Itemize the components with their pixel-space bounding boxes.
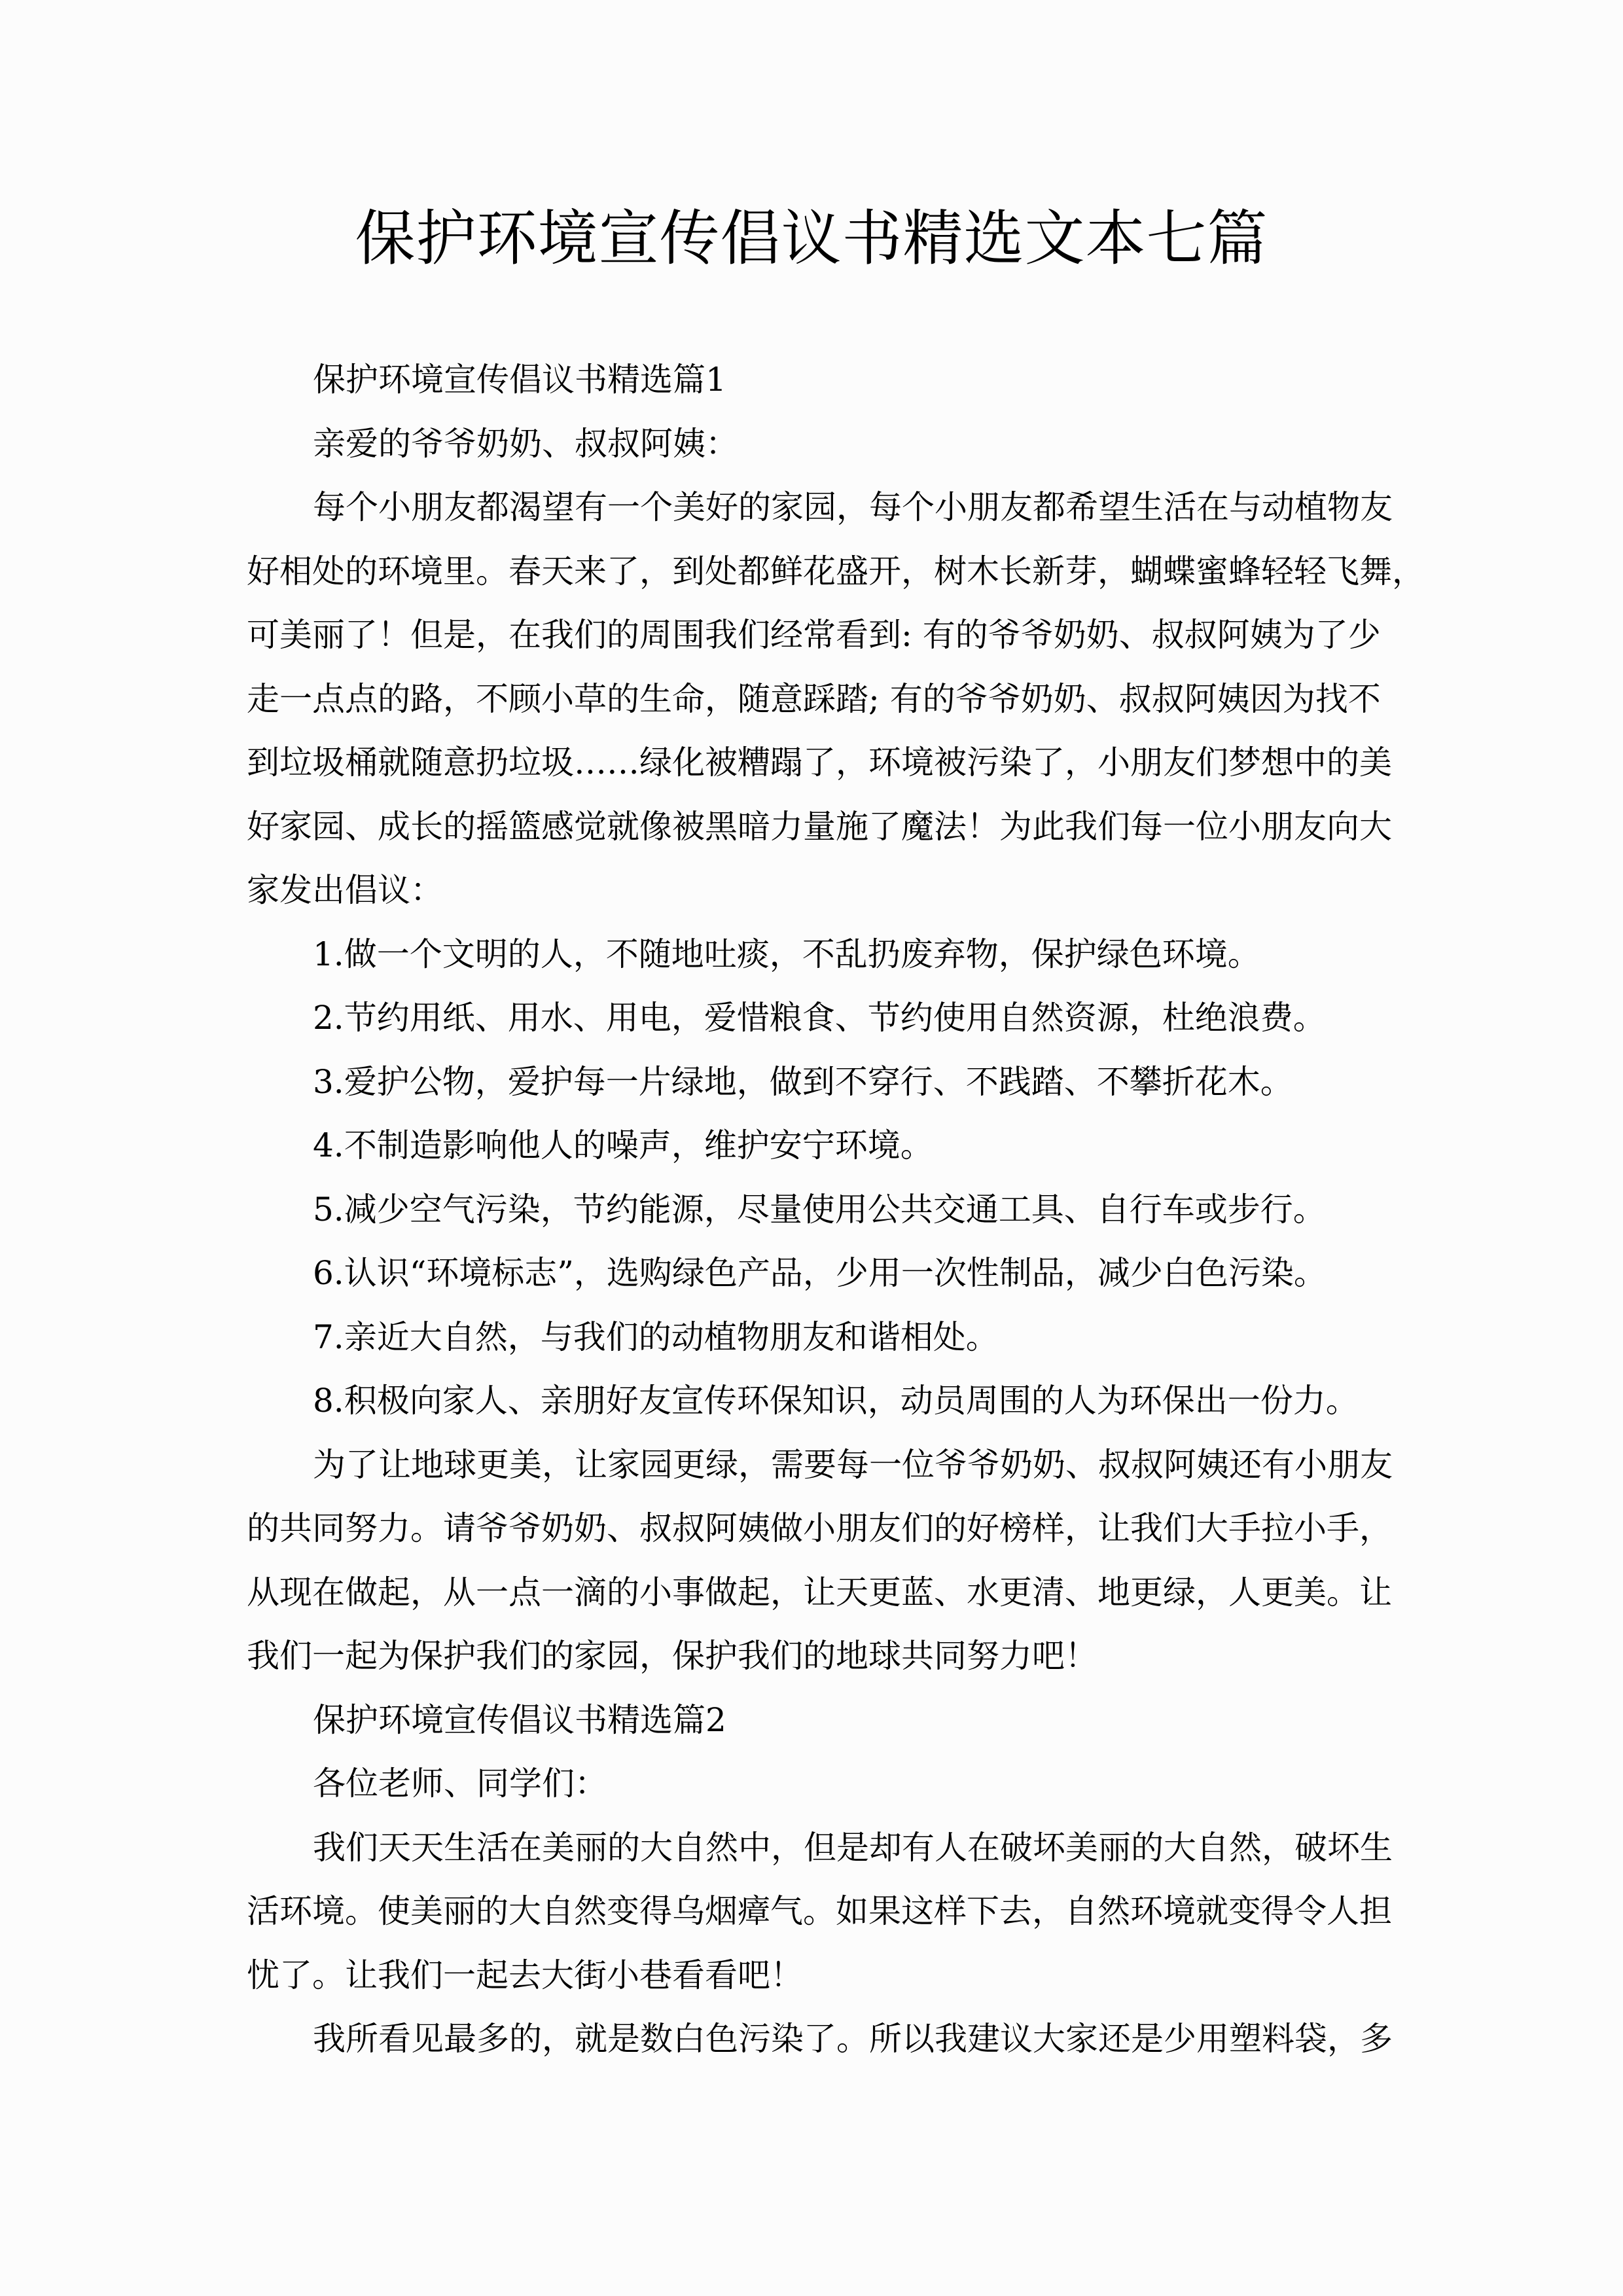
paragraph-line: 好家园、成长的摇篮感觉就像被黑暗力量施了魔法！为此我们每一位小朋友向大 bbox=[247, 807, 1392, 846]
document-body bbox=[247, 353, 1425, 2077]
proposal-item: 7.亲近大自然，与我们的动植物朋友和谐相处。 bbox=[313, 1318, 999, 1356]
paragraph-line: 忧了。让我们一起去大街小巷看看吧！ bbox=[247, 1956, 803, 1994]
paragraph-line: 活环境。使美丽的大自然变得乌烟瘴气。如果这样下去，自然环境就变得令人担 bbox=[247, 1892, 1392, 1930]
proposal-item: 3.爱护公物，爱护每一片绿地，做到不穿行、不践踏、不攀折花木。 bbox=[313, 1062, 1293, 1101]
section-heading: 保护环境宣传倡议书精选篇1 bbox=[313, 361, 726, 399]
paragraph-line: 每个小朋友都渴望有一个美好的家园，每个小朋友都希望生活在与动植物友 bbox=[313, 488, 1393, 526]
paragraph-line: 我们天天生活在美丽的大自然中，但是却有人在破坏美丽的大自然，破坏生 bbox=[313, 1828, 1393, 1867]
paragraph-line: 我所看见最多的，就是数白色污染了。所以我建议大家还是少用塑料袋，多 bbox=[313, 2020, 1393, 2058]
proposal-item: 6.认识“环境标志”，选购绿色产品，少用一次性制品，减少白色污染。 bbox=[313, 1254, 1327, 1292]
proposal-item: 5.减少空气污染，节约能源，尽量使用公共交通工具、自行车或步行。 bbox=[313, 1190, 1326, 1229]
paragraph-line: 走一点点的路，不顾小草的生命，随意踩踏; 有的爷爷奶奶、叔叔阿姨因为找不 bbox=[247, 679, 1381, 718]
paragraph-line: 从现在做起，从一点一滴的小事做起，让天更蓝、水更清、地更绿，人更美。让 bbox=[247, 1573, 1392, 1611]
paragraph-line: 可美丽了！但是，在我们的周围我们经常看到: 有的爷爷奶奶、叔叔阿姨为了少 bbox=[247, 616, 1381, 654]
paragraph-line: 我们一起为保护我们的家园，保护我们的地球共同努力吧！ bbox=[247, 1637, 1097, 1675]
paragraph-line: 为了让地球更美，让家园更绿，需要每一位爷爷奶奶、叔叔阿姨还有小朋友 bbox=[313, 1445, 1393, 1484]
document-title: 保护环境宣传倡议书精选文本七篇 bbox=[355, 204, 1268, 274]
paragraph-line: 的共同努力。请爷爷奶奶、叔叔阿姨做小朋友们的好榜样，让我们大手拉小手， bbox=[247, 1509, 1392, 1547]
paragraph bbox=[247, 481, 1425, 928]
paragraph-line: 家发出倡议： bbox=[247, 871, 443, 909]
proposal-item: 8.积极向家人、亲朋好友宣传环保知识，动员周围的人为环保出一份力。 bbox=[313, 1382, 1359, 1420]
paragraph-line: 到垃圾桶就随意扔垃圾……绿化被糟蹋了，环境被污染了，小朋友们梦想中的美 bbox=[247, 744, 1392, 781]
closing-paragraph bbox=[247, 1439, 1393, 1694]
paragraph-line: 好相处的环境里。春天来了，到处都鲜花盛开，树木长新芽，蝴蝶蜜蜂轻轻飞舞， bbox=[247, 552, 1425, 590]
section-heading: 保护环境宣传倡议书精选篇2 bbox=[313, 1700, 726, 1739]
proposal-item: 4.不制造影响他人的噪声，维护安宁环境。 bbox=[313, 1126, 933, 1164]
salutation: 各位老师、同学们： bbox=[313, 1765, 607, 1803]
paragraph bbox=[247, 2013, 1393, 2077]
paragraph bbox=[247, 1821, 1393, 2013]
salutation: 亲爱的爷爷奶奶、叔叔阿姨： bbox=[313, 424, 738, 463]
proposal-list bbox=[247, 928, 1376, 1439]
proposal-item: 2.节约用纸、用水、用电，爱惜粮食、节约使用自然资源，杜绝浪费。 bbox=[313, 999, 1326, 1037]
proposal-item: 1.做一个文明的人，不随地吐痰，不乱扔废弃物，保护绿色环境。 bbox=[313, 935, 1260, 973]
